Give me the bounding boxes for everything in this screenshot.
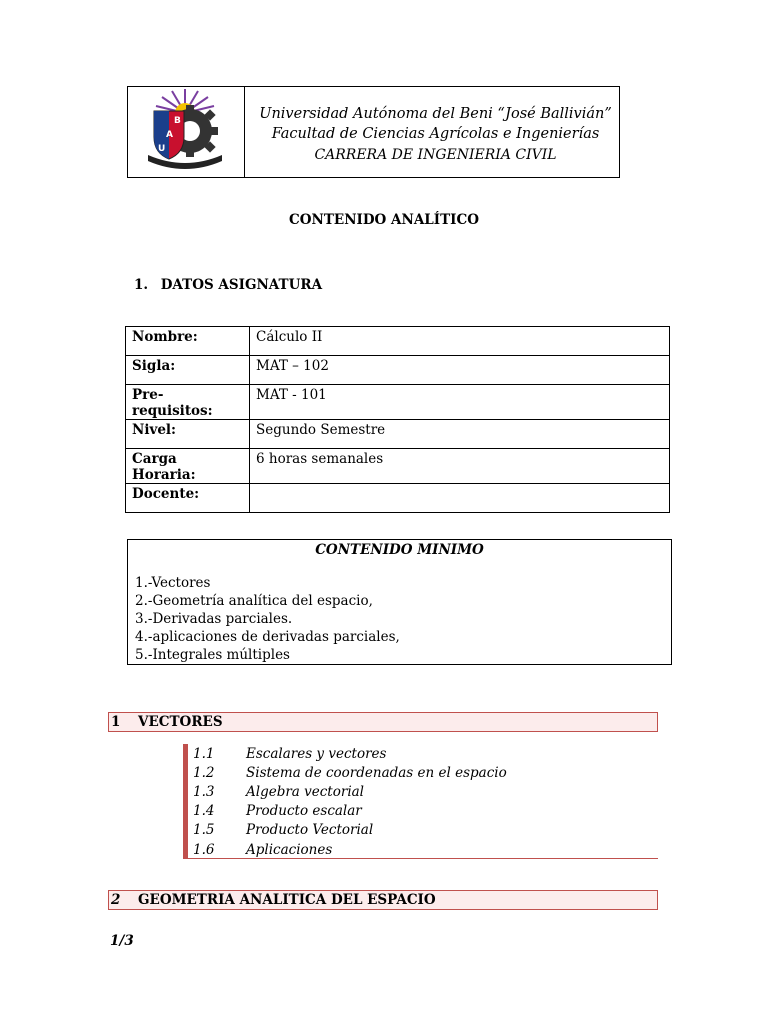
subtopic-title: Sistema de coordenadas en el espacio [246, 765, 507, 781]
list-item: 1.-Vectores [135, 575, 211, 591]
subtopic-title: Escalares y vectores [246, 746, 387, 762]
table-row [126, 356, 670, 385]
table-row [126, 385, 670, 420]
header-box [127, 86, 620, 178]
list-item: 2.-Geometría analítica del espacio, [135, 593, 373, 609]
row-label: Docente: [126, 484, 250, 513]
list-item: 4.-aplicaciones de derivadas parciales, [135, 629, 400, 645]
topic-heading-geometria [108, 890, 658, 910]
row-value: Segundo Semestre [250, 420, 670, 449]
row-value: MAT - 101 [250, 385, 670, 420]
subtopic-number: 1.4 [193, 803, 215, 819]
course-data-table [125, 326, 670, 513]
table-row [126, 484, 670, 513]
row-value [250, 484, 670, 513]
row-label: Sigla: [126, 356, 250, 385]
row-label: Carga Horaria: [126, 449, 250, 484]
row-label: Pre-requisitos: [126, 385, 250, 420]
topic-title: GEOMETRIA ANALITICA DEL ESPACIO [138, 892, 436, 908]
topic-number: 1 [111, 714, 121, 730]
subtopic-list [183, 744, 658, 859]
contenido-minimo-box [127, 539, 672, 665]
subtopic-number: 1.1 [193, 746, 215, 762]
subtopic-title: Producto Vectorial [246, 822, 374, 838]
document-title: CONTENIDO ANALÍTICO [289, 212, 479, 228]
row-value: Cálculo II [250, 327, 670, 356]
list-item: 5.-Integrales múltiples [135, 647, 290, 663]
page-number: 1/3 [110, 933, 134, 949]
section-title: DATOS ASIGNATURA [160, 277, 323, 293]
subtopic-number: 1.5 [193, 822, 215, 838]
university-logo [144, 87, 226, 171]
subtopic-number: 1.3 [193, 784, 215, 800]
subtopic-title: Algebra vectorial [246, 784, 364, 800]
table-row [126, 327, 670, 356]
topic-title: VECTORES [138, 714, 223, 730]
row-value: MAT – 102 [250, 356, 670, 385]
faculty-name: Facultad de Ciencias Agrícolas e Ingenierías [271, 126, 600, 142]
contenido-minimo-title: CONTENIDO MINIMO [315, 542, 484, 558]
subtopic-title: Aplicaciones [246, 842, 333, 858]
subtopic-number: 1.6 [193, 842, 215, 858]
header-divider [244, 87, 245, 177]
row-label: Nivel: [126, 420, 250, 449]
logo-letter-b: B [174, 116, 181, 126]
career-name: CARRERA DE INGENIERIA CIVIL [314, 147, 557, 163]
subtopic-title: Producto escalar [246, 803, 362, 819]
row-value: 6 horas semanales [250, 449, 670, 484]
topic-number: 2 [111, 892, 121, 908]
list-item: 3.-Derivadas parciales. [135, 611, 293, 627]
table-row [126, 420, 670, 449]
section-number: 1. [134, 277, 149, 293]
logo-letter-u: U [158, 144, 166, 154]
table-row [126, 449, 670, 484]
section-heading-datos [134, 277, 322, 293]
subtopic-number: 1.2 [193, 765, 215, 781]
university-name: Universidad Autónoma del Beni “José Ballivián” [259, 106, 612, 122]
row-label: Nombre: [126, 327, 250, 356]
topic-heading-vectores [108, 712, 658, 732]
logo-letter-a: A [166, 130, 173, 140]
